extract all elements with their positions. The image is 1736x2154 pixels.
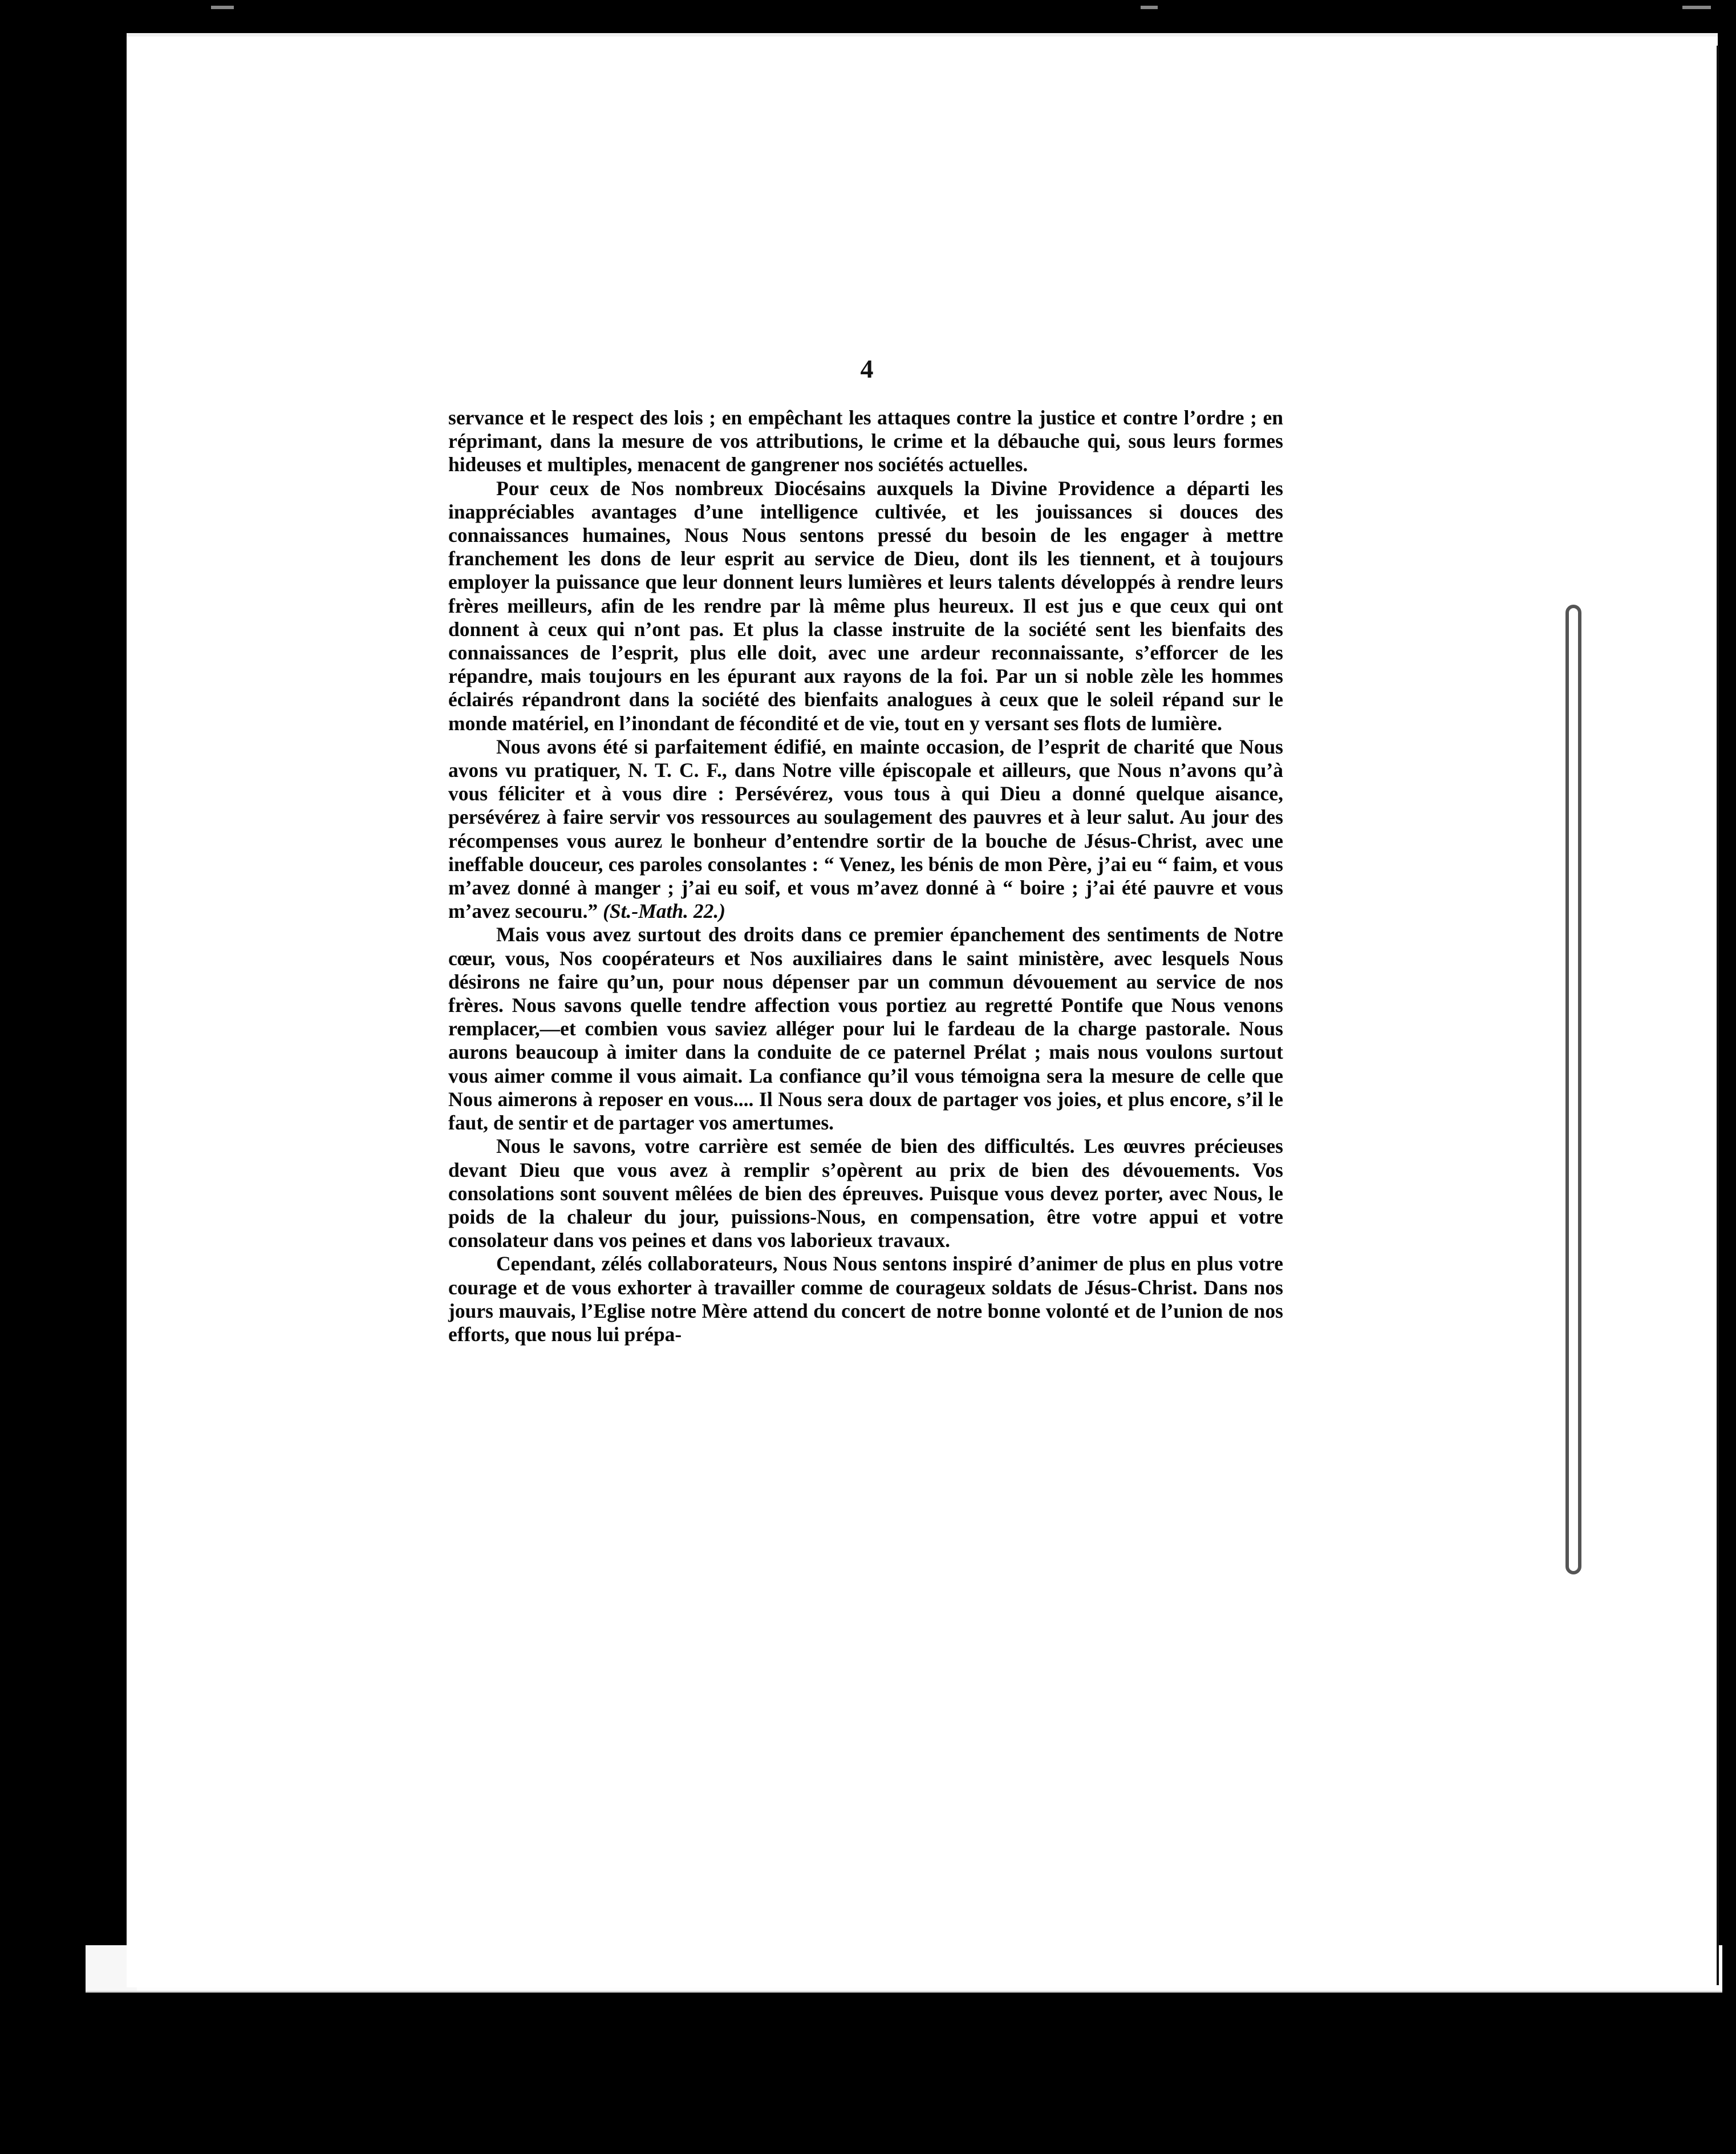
- paragraph: Cependant, zélés collaborateurs, Nous Nous sentons inspiré d’animer de plus en plus votre courage et de vous exhorter à travailler comme de courageux soldats de Jésus-Christ. Dans nos jours mauvais, l’Eglise notre Mère attend du concert de notre bonne volonté et de l’union de nos efforts, que nous lui prépa-: [448, 1252, 1283, 1346]
- paragraph: Mais vous avez surtout des droits dans ce premier épanchement des sentiments de Notre cœur, vous, Nos coopérateurs et Nos auxiliaires dans le saint ministère, avec lesquels Nous désirons ne faire qu’un, pour nous dépenser par un commun dévouement au service de nos frères. Nous savons quelle tendre affection vous portiez au regretté Pontife que Nous venons remplacer,—et combien vous saviez alléger pour lui le fardeau de la charge pastorale. Nous aurons beaucoup à imiter dans la conduite de ce paternel Prélat ; mais nous voulons surtout vous aimer comme il vous aimait. La confiance qu’il vous témoigna sera la mesure de celle que Nous aimerons à reposer en vous.... Il Nous sera doux de partager vos joies, et plus encore, s’il le faut, de sentir et de partager vos amertumes.: [448, 923, 1283, 1135]
- scripture-citation: (St.-Math. 22.): [603, 900, 726, 923]
- page-number: 4: [860, 354, 874, 383]
- paragraph: [448, 735, 1283, 924]
- paragraph: servance et le respect des lois ; en empêchant les attaques contre la justice et contre l’ordre ; en réprimant, dans la mesure de vos attributions, le crime et la débauche qui, sous leurs formes hideuses et multiples, menacent de gangrener nos sociétés actuelles.: [448, 406, 1283, 476]
- binding-string: [1565, 605, 1581, 1574]
- paragraph: Nous le savons, votre carrière est semée de bien des difficultés. Les œuvres précieuses devant Dieu que vous avez à remplir s’opèrent au prix de bien des dévouements. Vos consolations sont souvent mêlées de bien des épreuves. Puisque vous devez porter, avec Nous, le poids de la chaleur du jour, puissions-Nous, en compensation, être votre appui et votre consolateur dans vos peines et dans vos laborieux travaux.: [448, 1135, 1283, 1252]
- scan-mark: [211, 6, 234, 9]
- paragraph-text: Nous avons été si parfaitement édifié, en mainte occasion, de l’esprit de charité que Nous avons vu pratiquer, N. T. C. F., dans Notre ville épiscopale et ailleurs, que Nous n’avons qu’à vous féliciter et à vous dire : Persévérez, vous tous à qui Dieu a donné quelque aisance, persévérez à faire servir vos ressources au soulagement des pauvres et à leur salut. Au jour des récompenses vous aurez le bonheur d’entendre sortir de la bouche de Jésus-Christ, avec une ineffable douceur, ces paroles consolantes : “ Venez, les bénis de mon Père, j’ai eu “ faim, et vous m’avez donné à manger ; j’ai eu soif, et vous m’avez donné à “ boire ; j’ai été pauvre et vous m’avez secouru.”: [448, 735, 1283, 923]
- paragraph: Pour ceux de Nos nombreux Diocésains auxquels la Divine Providence a départi les inappréciables avantages d’une intelligence cultivée, et les jouissances si douces des connaissances humaines, Nous Nous sentons pressé du besoin de les engager à mettre franchement les dons de leur esprit au service de Dieu, dont ils les tiennent, et à toujours employer la puissance que leur donnent leurs lumières et leurs talents développés à rendre leurs frères meilleurs, afin de les rendre par là même plus heureux. Il est jus e que ceux qui ont donnent à ceux qui n’ont pas. Et plus la classe instruite de la société sent les bienfaits des connaissances de l’esprit, plus elle doit, avec une ardeur reconnaissante, s’efforcer de les répandre, mais toujours en les épurant aux rayons de la foi. Par un si noble zèle les hommes éclairés répandront dans la société des bienfaits analogues à ceux que le soleil répand sur le monde matériel, en l’inondant de fécondité et de vie, tout en y versant ses flots de lumière.: [448, 476, 1283, 735]
- scan-mark: [1682, 6, 1711, 9]
- scan-mark: [1141, 6, 1158, 9]
- document-body: [448, 406, 1283, 1346]
- paper-right-edge: [1717, 46, 1719, 1985]
